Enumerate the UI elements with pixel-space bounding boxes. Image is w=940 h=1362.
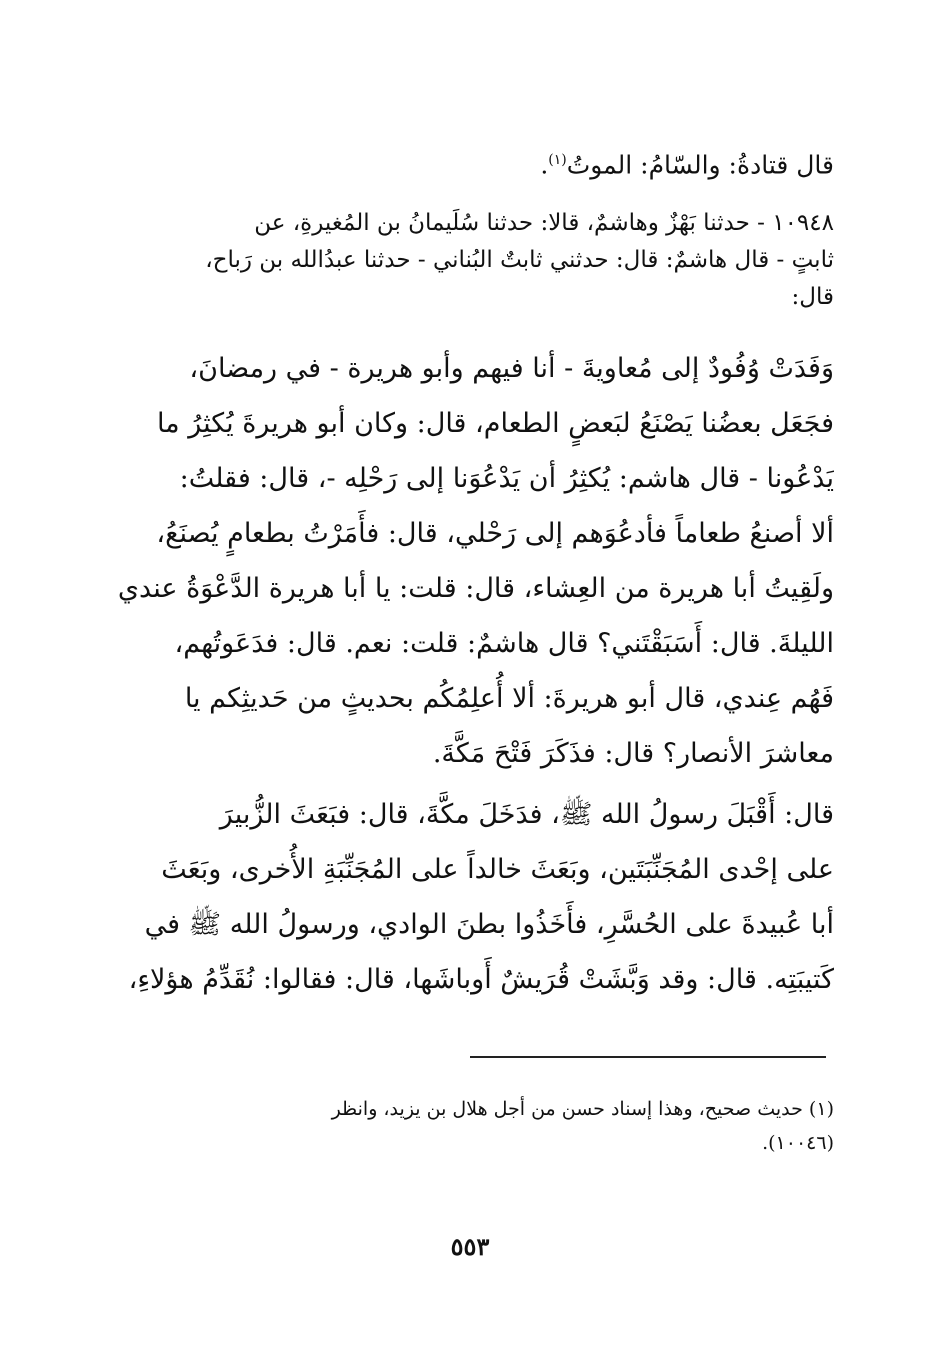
text-line: أبا عُبيدةَ على الحُسَّرِ، فأَخَذُوا بطنَ الوادي، ورسولُ الله ﷺ في	[144, 909, 834, 941]
text-line: فجَعَل بعضُنا يَصْنَعُ لبَعضٍ الطعام، قال: وكان أبو هريرةَ يُكثِرُ ما	[156, 408, 834, 440]
footnote-line: (١) حديث صحيح، وهذا إسناد حسن من أجل هلال بن يزيد، وانظر	[331, 1098, 834, 1120]
footnote-reference: (١)	[548, 152, 567, 168]
text-line: ولَقِيتُ أبا هريرة من العِشاء، قال: قلت: يا أبا هريرة الدَّعْوَةُ عندي	[117, 573, 834, 605]
text-line: فَهُم عِندي، قال أبو هريرةَ: ألا أُعلِمُكُم بحديثٍ من حَديثِكم يا	[184, 683, 834, 715]
text-line: قال: أَقْبَلَ رسولُ الله ﷺ، فدَخَلَ مكَّةَ، قال: فبَعَثَ الزُّبيرَ	[219, 799, 834, 831]
footnote-line: (١٠٠٤٦).	[762, 1132, 834, 1154]
page-body	[112, 138, 834, 1013]
paragraph-1	[112, 341, 834, 781]
footnote-separator	[470, 1056, 826, 1058]
text-line: معاشرَ الأنصار؟ قال: فذَكَرَ فَتْحَ مَكَّةَ.	[432, 738, 834, 770]
isnad-line: قال:	[791, 284, 834, 311]
isnad-line: ١٠٩٤٨ - حدثنا بَهْزٌ وهاشمٌ، قالا: حدثنا سُلَيمانُ بن المُغيرةِ، عن	[254, 210, 834, 237]
text-line: ألا أصنعُ طعاماً فأدعُوَهم إلى رَحْلي، قال: فأَمَرْتُ بطعامٍ يُصنَعُ،	[156, 518, 834, 550]
isnad-block	[112, 205, 834, 316]
isnad-line: ثابتٍ - قال هاشمٌ: قال: حدثني ثابتٌ البُناني - حدثنا عبدُالله بن رَباح،	[205, 247, 834, 274]
intro-line	[112, 138, 834, 187]
hadith-text	[112, 341, 834, 1007]
paragraph-2	[112, 787, 834, 1007]
footnotes	[112, 1092, 834, 1160]
text-line: وَفَدَتْ وُفُودٌ إلى مُعاويةَ - أنا فيهم وأبو هريرة - في رمضانَ،	[189, 353, 834, 385]
text-line: على إحْدى المُجَنِّبَتَين، وبَعَثَ خالداً على المُجَنِّبَةِ الأُخرى، وبَعَثَ	[161, 854, 834, 886]
text-line: كَتيبَتِه. قال: وقد وَبَّشَتْ قُرَيشٌ أَوباشَها، قال: فقالوا: نُقَدِّمُ هؤلاءِ،	[128, 964, 834, 996]
intro-period: .	[540, 150, 549, 180]
page-number: ٥٥٣	[450, 1232, 490, 1261]
text-line: يَدْعُونا - قال هاشم: يُكثِرُ أن يَدْعُوَنا إلى رَحْلِه -، قال: فقلتُ:	[179, 463, 834, 495]
text-line: الليلةَ. قال: أَسَبَقْتَني؟ قال هاشمٌ: قلت: نعم. قال: فدَعَوتُهم،	[174, 628, 834, 660]
intro-text: قال قتادةُ: والسّامُ: الموتُ	[566, 150, 834, 180]
